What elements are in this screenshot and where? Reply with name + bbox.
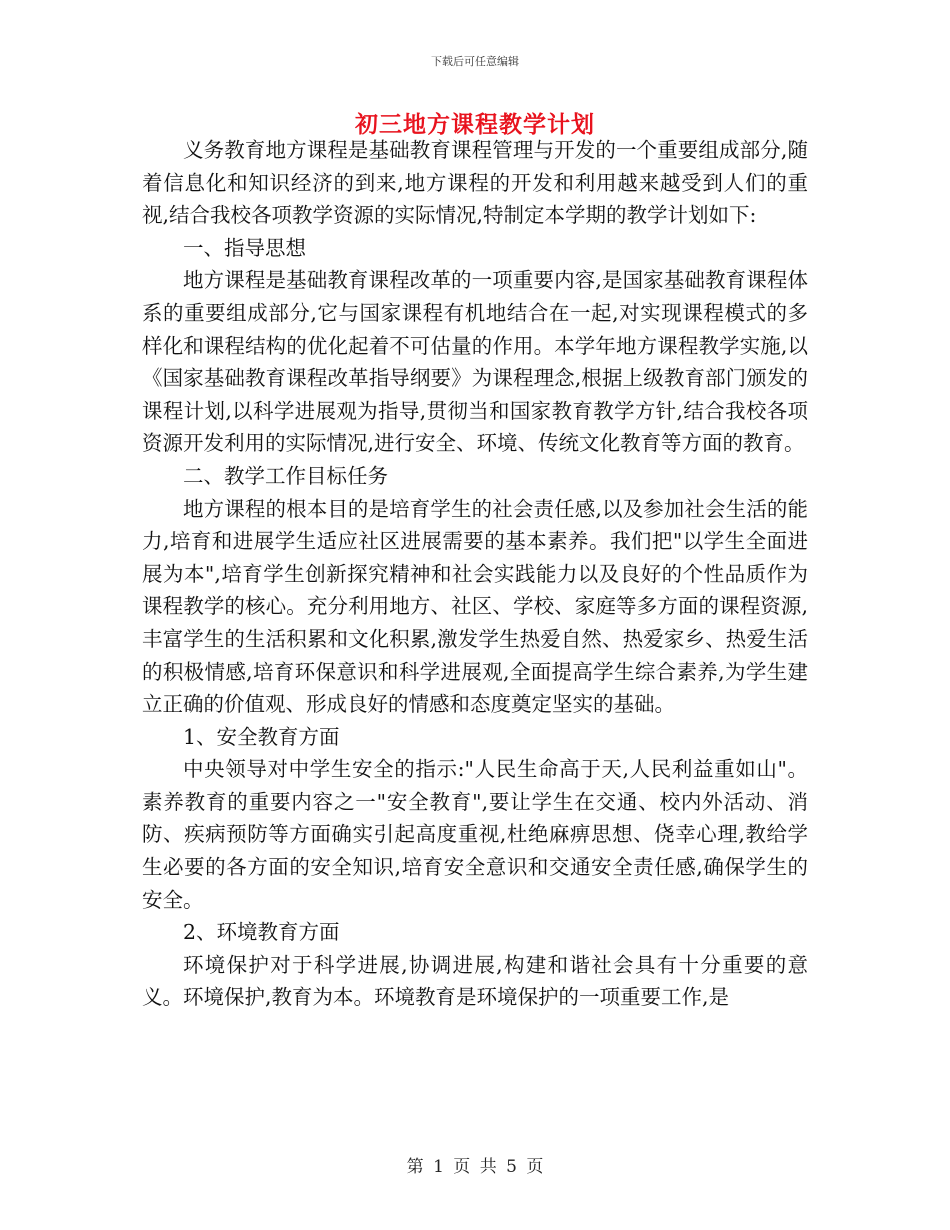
subsection-heading-safety: 1、安全教育方面: [183, 724, 340, 749]
page-footer: 第 1 页 共 5 页: [406, 1157, 544, 1177]
section-heading-goals: 二、教学工作目标任务: [183, 463, 388, 488]
paragraph-intro: 义务教育地方课程是基础教育课程管理与开发的一个重要组成部分,随着信息化和知识经济的到来,地方课程的开发和利用越来越受到人们的重视,结合我校各项教学资源的实际情况,特制定本学期的教学计划如下:: [142, 138, 808, 228]
paragraph-goals: 地方课程的根本目的是培育学生的社会责任感,以及参加社会生活的能力,培育和进展学生适应社区进展需要的基本素养。我们把"以学生全面进展为本",培育学生创新探究精神和社会实践能力以及良好的个性品质作为课程教学的核心。充分利用地方、社区、学校、家庭等多方面的课程资源,丰富学生的生活积累和文化积累,激发学生热爱自然、热爱家乡、热爱生活的积极情感,培育环保意识和科学进展观,全面提高学生综合素养,为学生建立正确的价值观、形成良好的情感和态度奠定坚实的基础。: [142, 496, 808, 717]
paragraph-safety: 中央领导对中学生安全的指示:"人民生命高于天,人民利益重如山"。素养教育的重要内容之一"安全教育",要让学生在交通、校内外活动、消防、疾病预防等方面确实引起高度重视,杜绝麻痹思想、侥幸心理,教给学生必要的各方面的安全知识,培育安全意识和交通安全责任感,确保学生的安全。: [142, 757, 808, 912]
paragraph-guiding-ideology: 地方课程是基础教育课程改革的一项重要内容,是国家基础教育课程体系的重要组成部分,它与国家课程有机地结合在一起,对实现课程模式的多样化和课程结构的优化起着不可估量的作用。本学年地方课程教学实施,以《国家基础教育课程改革指导纲要》为课程理念,根据上级教育部门颁发的课程计划,以科学进展观为指导,贯彻当和国家教育教学方针,结合我校各项资源开发利用的实际情况,进行安全、环境、传统文化教育等方面的教育。: [142, 268, 808, 456]
paragraph-environment: 环境保护对于科学进展,协调进展,构建和谐社会具有十分重要的意义。环境保护,教育为本。环境教育是环境保护的一项重要工作,是: [142, 952, 808, 1010]
document-body: [142, 134, 808, 1014]
header-note: 下载后可任意编辑: [431, 55, 519, 68]
section-heading-guiding-ideology: 一、指导思想: [183, 235, 306, 260]
subsection-heading-environment: 2、环境教育方面: [183, 920, 340, 945]
document-title: 初三地方课程教学计划: [355, 111, 595, 138]
